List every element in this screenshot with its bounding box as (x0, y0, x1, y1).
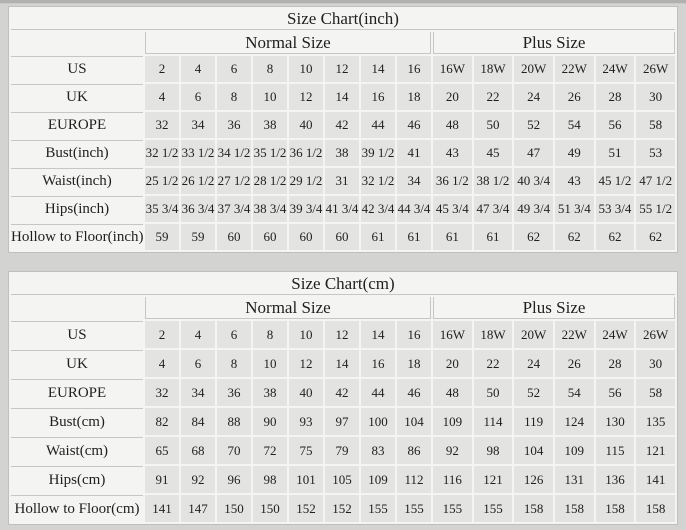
size-cell: 41 3/4 (325, 196, 359, 222)
table-row (11, 112, 675, 138)
size-cell: 54 (555, 379, 594, 406)
size-cell: 131 (555, 466, 594, 493)
size-cell: 60 (325, 224, 359, 250)
row-label: Hollow to Floor(cm) (11, 495, 143, 522)
size-cell: 50 (474, 112, 513, 138)
size-cell: 109 (433, 408, 472, 435)
size-cell: 6 (181, 84, 215, 110)
size-cell: 155 (397, 495, 431, 522)
size-cell: 18W (474, 56, 513, 82)
size-cell: 28 (596, 350, 635, 377)
size-cell: 65 (145, 437, 179, 464)
size-cell: 61 (361, 224, 395, 250)
size-cell: 50 (474, 379, 513, 406)
size-cell: 98 (253, 466, 287, 493)
size-cell: 26W (636, 56, 675, 82)
size-cell: 53 3/4 (596, 196, 635, 222)
size-cell: 104 (397, 408, 431, 435)
size-cell: 96 (217, 466, 251, 493)
group-header-row (11, 32, 675, 54)
size-cell: 62 (555, 224, 594, 250)
size-cell: 24 (514, 350, 553, 377)
size-cell: 92 (181, 466, 215, 493)
size-cell: 20 (433, 350, 472, 377)
size-cell: 47 (514, 140, 553, 166)
size-cell: 41 (397, 140, 431, 166)
size-cell: 35 3/4 (145, 196, 179, 222)
size-cell: 119 (514, 408, 553, 435)
size-cell: 29 1/2 (289, 168, 323, 194)
table-row (11, 196, 675, 222)
size-cell: 38 (253, 112, 287, 138)
size-cell: 59 (145, 224, 179, 250)
size-cell: 18 (397, 350, 431, 377)
size-cell: 8 (253, 321, 287, 348)
size-cell: 97 (325, 408, 359, 435)
size-rows (11, 321, 675, 522)
size-cell: 100 (361, 408, 395, 435)
size-cell: 130 (596, 408, 635, 435)
size-cell: 40 3/4 (514, 168, 553, 194)
size-cell: 152 (289, 495, 323, 522)
size-cell: 36 1/2 (433, 168, 472, 194)
size-cell: 36 (217, 379, 251, 406)
size-cell: 158 (596, 495, 635, 522)
size-cell: 152 (325, 495, 359, 522)
size-cell: 6 (217, 56, 251, 82)
size-cell: 62 (514, 224, 553, 250)
size-cell: 14 (325, 84, 359, 110)
size-cell: 86 (397, 437, 431, 464)
size-cell: 58 (636, 379, 675, 406)
size-cell: 52 (514, 379, 553, 406)
size-cell: 75 (289, 437, 323, 464)
corner-cell (11, 297, 143, 319)
size-cell: 12 (325, 56, 359, 82)
size-cell: 155 (474, 495, 513, 522)
size-cell: 46 (397, 379, 431, 406)
table-row (11, 84, 675, 110)
size-cell: 34 1/2 (217, 140, 251, 166)
size-cell: 115 (596, 437, 635, 464)
size-cell: 12 (289, 84, 323, 110)
row-label: Bust(inch) (11, 140, 143, 166)
size-cell: 16W (433, 56, 472, 82)
size-cell: 36 1/2 (289, 140, 323, 166)
size-cell: 10 (253, 350, 287, 377)
size-cell: 158 (514, 495, 553, 522)
table-row (11, 140, 675, 166)
size-cell: 22W (555, 321, 594, 348)
size-cell: 4 (145, 350, 179, 377)
size-cell: 43 (555, 168, 594, 194)
size-chart-cm-table (8, 271, 678, 525)
row-label: Waist(cm) (11, 437, 143, 464)
size-cell: 10 (253, 84, 287, 110)
size-cell: 54 (555, 112, 594, 138)
row-label: UK (11, 350, 143, 377)
size-cell: 32 1/2 (145, 140, 179, 166)
size-cell: 44 (361, 112, 395, 138)
size-cell: 4 (181, 56, 215, 82)
size-cell: 45 3/4 (433, 196, 472, 222)
size-cell: 68 (181, 437, 215, 464)
size-chart-inch-table (8, 6, 678, 253)
size-cell: 55 1/2 (636, 196, 675, 222)
size-cell: 82 (145, 408, 179, 435)
size-cell: 16 (361, 84, 395, 110)
size-cell: 28 1/2 (253, 168, 287, 194)
size-cell: 26 (555, 84, 594, 110)
size-cell: 62 (636, 224, 675, 250)
row-label: US (11, 321, 143, 348)
size-cell: 20W (514, 321, 553, 348)
size-cell: 26 1/2 (181, 168, 215, 194)
size-cell: 49 3/4 (514, 196, 553, 222)
size-cell: 59 (181, 224, 215, 250)
size-cell: 33 1/2 (181, 140, 215, 166)
size-cell: 136 (596, 466, 635, 493)
size-cell: 45 1/2 (596, 168, 635, 194)
size-cell: 42 3/4 (361, 196, 395, 222)
size-cell: 90 (253, 408, 287, 435)
size-cell: 98 (474, 437, 513, 464)
table-row (11, 408, 675, 435)
size-cell: 56 (596, 112, 635, 138)
size-cell: 141 (636, 466, 675, 493)
size-cell: 61 (433, 224, 472, 250)
size-cell: 34 (397, 168, 431, 194)
size-cell: 22W (555, 56, 594, 82)
size-cell: 24W (596, 56, 635, 82)
size-cell: 6 (181, 350, 215, 377)
size-cell: 25 1/2 (145, 168, 179, 194)
size-cell: 61 (397, 224, 431, 250)
size-chart-cm-sheet (8, 271, 678, 525)
table-row (11, 56, 675, 82)
title-row (11, 9, 675, 30)
size-cell: 92 (433, 437, 472, 464)
size-cell: 18 (397, 84, 431, 110)
size-cell: 70 (217, 437, 251, 464)
size-cell: 45 (474, 140, 513, 166)
size-cell: 104 (514, 437, 553, 464)
size-cell: 47 1/2 (636, 168, 675, 194)
size-cell: 121 (636, 437, 675, 464)
title-row (11, 274, 675, 295)
size-cell: 88 (217, 408, 251, 435)
size-cell: 10 (289, 321, 323, 348)
row-label: Hips(cm) (11, 466, 143, 493)
plus-size-header: Plus Size (433, 32, 675, 54)
size-cell: 6 (217, 321, 251, 348)
size-cell: 79 (325, 437, 359, 464)
size-cell: 27 1/2 (217, 168, 251, 194)
size-cell: 37 3/4 (217, 196, 251, 222)
size-cell: 51 (596, 140, 635, 166)
size-cell: 10 (289, 56, 323, 82)
size-cell: 20 (433, 84, 472, 110)
size-cell: 34 (181, 379, 215, 406)
size-cell: 48 (433, 112, 472, 138)
size-cell: 26W (636, 321, 675, 348)
size-cell: 46 (397, 112, 431, 138)
size-cell: 32 1/2 (361, 168, 395, 194)
row-label: EUROPE (11, 112, 143, 138)
size-cell: 30 (636, 350, 675, 377)
size-cell: 35 1/2 (253, 140, 287, 166)
size-cell: 30 (636, 84, 675, 110)
table-row (11, 168, 675, 194)
size-cell: 91 (145, 466, 179, 493)
row-label: Waist(inch) (11, 168, 143, 194)
size-cell: 24 (514, 84, 553, 110)
size-cell: 48 (433, 379, 472, 406)
group-header-row (11, 297, 675, 319)
size-cell: 40 (289, 112, 323, 138)
table-row (11, 495, 675, 522)
size-cell: 155 (433, 495, 472, 522)
size-cell: 8 (217, 350, 251, 377)
table-row (11, 350, 675, 377)
size-cell: 60 (289, 224, 323, 250)
size-cell: 36 3/4 (181, 196, 215, 222)
size-cell: 47 3/4 (474, 196, 513, 222)
size-cell: 16 (397, 56, 431, 82)
normal-size-header: Normal Size (145, 297, 431, 319)
size-cell: 8 (217, 84, 251, 110)
size-cell: 14 (361, 56, 395, 82)
size-cell: 44 3/4 (397, 196, 431, 222)
size-cell: 12 (289, 350, 323, 377)
size-cell: 116 (433, 466, 472, 493)
size-cell: 60 (253, 224, 287, 250)
size-cell: 141 (145, 495, 179, 522)
size-cell: 4 (145, 84, 179, 110)
size-cell: 2 (145, 321, 179, 348)
size-cell: 72 (253, 437, 287, 464)
size-cell: 22 (474, 350, 513, 377)
size-cell: 109 (361, 466, 395, 493)
size-cell: 22 (474, 84, 513, 110)
size-cell: 114 (474, 408, 513, 435)
size-cell: 109 (555, 437, 594, 464)
table-row (11, 321, 675, 348)
size-cell: 38 1/2 (474, 168, 513, 194)
table-row (11, 379, 675, 406)
plus-size-header: Plus Size (433, 297, 675, 319)
size-cell: 4 (181, 321, 215, 348)
size-cell: 18W (474, 321, 513, 348)
row-label: Hips(inch) (11, 196, 143, 222)
size-cell: 158 (636, 495, 675, 522)
row-label: UK (11, 84, 143, 110)
size-cell: 52 (514, 112, 553, 138)
size-cell: 16 (397, 321, 431, 348)
size-cell: 158 (555, 495, 594, 522)
size-cell: 2 (145, 56, 179, 82)
row-label: EUROPE (11, 379, 143, 406)
row-label: Hollow to Floor(inch) (11, 224, 143, 250)
size-cell: 16W (433, 321, 472, 348)
size-cell: 24W (596, 321, 635, 348)
size-cell: 60 (217, 224, 251, 250)
size-cell: 83 (361, 437, 395, 464)
size-cell: 39 1/2 (361, 140, 395, 166)
size-cell: 20W (514, 56, 553, 82)
size-cell: 38 (325, 140, 359, 166)
size-cell: 155 (361, 495, 395, 522)
size-cell: 8 (253, 56, 287, 82)
size-cell: 12 (325, 321, 359, 348)
corner-cell (11, 32, 143, 54)
size-cell: 62 (596, 224, 635, 250)
table-row (11, 224, 675, 250)
size-cell: 150 (217, 495, 251, 522)
size-cell: 112 (397, 466, 431, 493)
table-row (11, 466, 675, 493)
size-cell: 43 (433, 140, 472, 166)
size-cell: 39 3/4 (289, 196, 323, 222)
size-cell: 14 (325, 350, 359, 377)
size-rows (11, 56, 675, 250)
size-cell: 32 (145, 379, 179, 406)
size-cell: 42 (325, 379, 359, 406)
row-label: Bust(cm) (11, 408, 143, 435)
size-cell: 147 (181, 495, 215, 522)
size-cell: 36 (217, 112, 251, 138)
size-cell: 28 (596, 84, 635, 110)
size-cell: 44 (361, 379, 395, 406)
size-cell: 32 (145, 112, 179, 138)
size-cell: 34 (181, 112, 215, 138)
normal-size-header: Normal Size (145, 32, 431, 54)
size-cell: 42 (325, 112, 359, 138)
row-label: US (11, 56, 143, 82)
size-cell: 126 (514, 466, 553, 493)
table-title: Size Chart(cm) (11, 274, 675, 295)
size-cell: 135 (636, 408, 675, 435)
size-cell: 93 (289, 408, 323, 435)
table-title: Size Chart(inch) (11, 9, 675, 30)
size-cell: 56 (596, 379, 635, 406)
size-cell: 61 (474, 224, 513, 250)
window-top-strip (0, 0, 686, 4)
size-chart-inch-sheet (8, 6, 678, 253)
size-cell: 84 (181, 408, 215, 435)
size-cell: 51 3/4 (555, 196, 594, 222)
table-row (11, 437, 675, 464)
size-cell: 101 (289, 466, 323, 493)
size-cell: 124 (555, 408, 594, 435)
size-cell: 105 (325, 466, 359, 493)
size-cell: 49 (555, 140, 594, 166)
size-cell: 53 (636, 140, 675, 166)
size-cell: 121 (474, 466, 513, 493)
size-cell: 58 (636, 112, 675, 138)
size-cell: 38 (253, 379, 287, 406)
size-cell: 38 3/4 (253, 196, 287, 222)
size-cell: 26 (555, 350, 594, 377)
size-cell: 150 (253, 495, 287, 522)
size-cell: 16 (361, 350, 395, 377)
size-cell: 40 (289, 379, 323, 406)
size-cell: 31 (325, 168, 359, 194)
size-cell: 14 (361, 321, 395, 348)
